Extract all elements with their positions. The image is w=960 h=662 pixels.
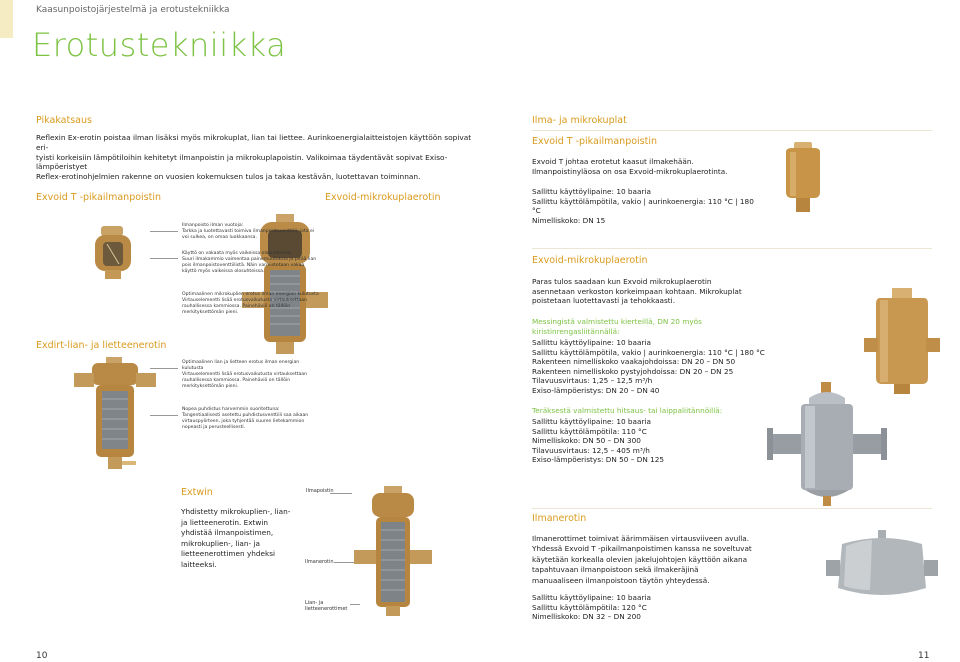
exvoid-t-product-image [778,140,828,215]
spec-item: Sallittu käyttöylipaine: 10 baaria [532,338,651,347]
page-number-left: 10 [36,651,48,661]
spec-item: Nimelliskoko: DN 15 [532,215,606,225]
spec-item: Rakenteen nimelliskoko vaakajohdoissa: DN 20 – DN 50 [532,357,736,367]
overview-line: tyisti korkeisiin lämpötiloihin kehitetyt ilmanpoistin ja mikrokuplapoistin. Valikoimaa täydentävät sopivat Exiso-lämpöeristyet [36,152,448,172]
callout-title: Käyttö on vakaata myös vaikeissa olosuhteissa: [182,251,292,256]
steel-heading: Teräksestä valmistettu hitsaus- tai laippaliitännöillä: [532,406,723,415]
callout-3 [182,292,320,316]
ilmanerotin-specs [532,593,752,622]
callout-title: Nopea puhdistus harvemmin suoritettuna: [182,407,280,412]
spec-item: Nimelliskoko: DN 32 – DN 200 [532,612,641,622]
section-divider [532,248,932,249]
ilmanerotin-text: Ilmanerottimet toimivat äärimmäisen virtausviiveen avulla. Yhdessä Exvoid T -pikailmanpoistimen kanssa ne soveltuvat käytetään korkealla olevien jakelujohtojen käyttöön aikana tapahtuvaan ilmanpoistoon sekä ilmakeräjinä manuaaliseen ilmanpoistoon täytön yhteydessä. [532,534,752,585]
exdirt-heading: Exdirt-lian- ja lietteenerotin [36,340,167,351]
callout-text: Suuri ilmakammio vaimentaa painemuutoksia ja pitää lian pois ilmanpoistoventtiilistä. Näin varmistetaan vakaa käyttö myös vaikeissa olosuhteissa. [182,257,317,274]
spec-item: Exiso-lämpöeristys: DN 20 – DN 40 [532,385,660,395]
exvoid-steel-product-image [765,380,890,510]
callout-leader [150,231,178,232]
running-header: Kaasunpoistojärjestelmä ja erotustekniikka [36,5,230,15]
callout-text: Tarkka ja luotettavasti toimiva ilmanpoistoventtiili, jota ei voi sulkea, on omaa luokkaansa. [182,229,315,240]
page-title: Erotustekniikka [32,26,287,64]
exvoid-micro-heading: Exvoid-mikrokuplaerotin [325,192,441,203]
callout-title: Ilmanpoisto ilman vuotoja: [182,223,244,228]
spec-item: Sallittu käyttöylipaine: 10 baaria [532,593,651,602]
exvoid-t-heading: Exvoid T -pikailmanpoistin [36,192,162,203]
spec-item: Exiso-lämpöeristys: DN 50 – DN 125 [532,455,665,465]
steel-specs [532,417,752,465]
callout-4 [182,360,320,390]
overview-line: Reflexin Ex-erotin poistaa ilman lisäksi myös mikrokuplat, lian tai liettee. Aurinkoenergialaitteistojen käyttöön sopivat eri- [36,133,472,152]
callout-leader [150,415,178,416]
extwin-label-lietteenerotin: Lian- ja lietteenerottimet [305,600,348,613]
extwin-cutaway-image [350,484,440,619]
exvoid-text: Paras tulos saadaan kun Exvoid mikrokuplaerotin asennetaan verkoston korkeimpaan kohtaan. Mikrokuplat poistetaan luotettavasti ja tehokkaasti. [532,277,742,306]
extwin-leader [350,604,360,605]
extwin-label-ilmanerotin: Ilmanerotin [305,559,334,565]
header-accent-bar [0,0,13,38]
spec-item: Tilavuusvirtaus: 1,25 – 12,5 m³/h [532,376,653,386]
callout-leader [150,258,178,259]
spec-item: Sallittu käyttölämpötila: 110 °C [532,426,647,436]
callout-text: Tangentiaalisesti asetettu puhdistusventtiili saa aikaan virtauspyörteen, joka tyhjentää suuren lietekammion nopeasti ja perusteellisesti. [182,413,309,430]
overview-text [36,133,476,182]
extwin-heading: Extwin [181,487,213,498]
exvoid-right-heading: Exvoid-mikrokuplaerotin [532,255,648,266]
overview-line: Reflex-erotinohjelmien rakenne on vuosien kokemuksen tulos ja takaa kestävän, luotettavan toiminnan. [36,172,421,182]
extwin-label-ilmapoistin: Ilmapoistin [306,488,334,494]
callout-title: Optimaalinen lian ja lietteen erotus ilman energian kulutusta [182,360,300,371]
spec-item: Sallittu käyttöylipaine: 10 baaria [532,417,651,426]
callout-title: Optimaalinen mikrokuplien erotus ilman energian kulutusta [182,292,319,297]
brass-specs [532,338,772,396]
extwin-leader [334,562,354,563]
callout-text: Virtauselementti lisää erotusvaikutusta virtauksettaan rauhallisessa kammiossa. Painehäviö on tällöin merkityksettömän pieni. [182,372,308,389]
ilmanerotin-product-image [822,528,942,608]
callout-text: Virtauselementti lisää erotusvaikutusta virtauksettaan rauhallisessa kammiossa. Painehäviö on tällöin merkityksettömän pieni. [182,298,308,315]
overview-heading: Pikakatsaus [36,115,92,126]
page-number-right: 11 [918,651,930,661]
ilmanerotin-heading: Ilmanerotin [532,513,587,524]
spec-item: Sallittu käyttölämpötila, vakio | aurinkoenergia: 110 °C | 180 °C [532,196,754,216]
spec-item: Tilavuusvirtaus: 12,5 – 405 m³/h [532,445,650,455]
extwin-text: Yhdistetty mikrokuplien-, lian- ja lietteenerotin. Extwin yhdistää ilmanpoistimen, mikrokuplien-, lian- ja lietteenerottimen yhdeksi laitteeksi. [181,507,291,569]
extwin-leader [330,493,352,494]
exvoid-t-cutaway-image [85,222,145,282]
exvoid-t-text: Exvoid T johtaa erotetut kaasut ilmakehään. Ilmanpoistinyläosa on osa Exvoid-mikrokuplaerotinta. [532,157,728,176]
exvoid-t-specs [532,187,762,225]
air-microbubbles-heading: Ilma- ja mikrokuplat [532,115,627,126]
callout-leader [150,368,178,369]
brass-heading: Messingistä valmistettu kierteillä, DN 20 myös kiristinrengasliitännällä: [532,317,702,336]
spec-item: Rakenteen nimelliskoko pystyjohdoissa: DN 20 – DN 25 [532,366,734,376]
spec-item: Sallittu käyttöylipaine: 10 baaria [532,187,651,196]
section-divider [532,508,932,509]
callout-1 [182,223,320,241]
spec-item: Sallittu käyttölämpötila, vakio | aurinkoenergia: 110 °C | 180 °C [532,347,765,357]
section-divider [532,130,932,131]
spec-item: Nimelliskoko: DN 50 – DN 300 [532,436,641,446]
callout-5 [182,407,320,431]
callout-2 [182,251,320,275]
exvoid-t-right-heading: Exvoid T -pikailmanpoistin [532,136,658,147]
spec-item: Sallittu käyttölämpötila: 120 °C [532,602,647,612]
